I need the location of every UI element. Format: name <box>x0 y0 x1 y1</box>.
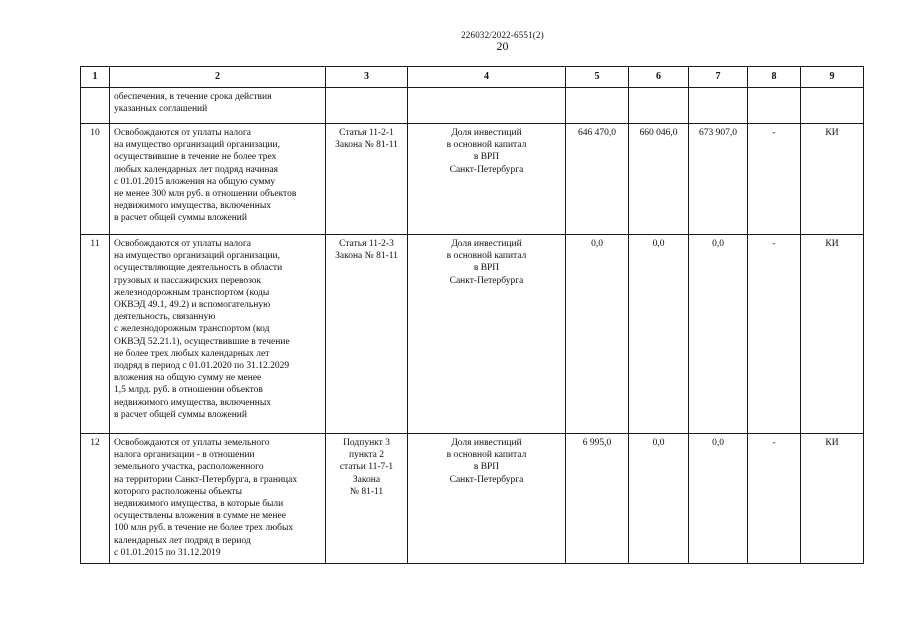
indicator-line: Доля инвестиций <box>451 239 522 249</box>
value-col5-cell: 646 470,0 <box>566 124 629 235</box>
value-col6-cell: 0,0 <box>629 434 689 564</box>
row-number-cell: 12 <box>81 434 110 564</box>
indicator-cell <box>408 235 566 434</box>
column-header: 3 <box>326 67 408 88</box>
description-line: с 01.01.2015 по 31.12.2019 <box>114 547 221 558</box>
empty-cell <box>566 88 629 124</box>
column-header: 9 <box>801 67 864 88</box>
description-line: на имущество организаций организации, <box>114 140 280 151</box>
empty-cell <box>408 88 566 124</box>
description-cell <box>110 434 326 564</box>
description-line: не менее 300 млн руб. в отношении объектов <box>114 189 297 200</box>
description-line: Освобождаются от уплаты налога <box>114 239 252 249</box>
description-line: ОКВЭД 49.1, 49.2) и вспомогательную <box>114 300 271 311</box>
description-line: недвижимого имущества, включенных <box>114 397 271 408</box>
value-col7-cell: 0,0 <box>689 235 748 434</box>
empty-cell <box>326 88 408 124</box>
description-line: подряд в период с 01.01.2020 по 31.12.2029 <box>114 361 290 372</box>
description-cell <box>110 88 326 124</box>
description-line: 1,5 млрд. руб. в отношении объектов <box>114 385 263 396</box>
description-line: с железнодорожным транспортом (код <box>114 324 270 335</box>
description-line: земельного участка, расположенного <box>114 462 264 473</box>
value-col9-cell: КИ <box>801 235 864 434</box>
value-col5-cell: 0,0 <box>566 235 629 434</box>
description-line: календарных лет подряд в период <box>114 535 251 546</box>
value-col8-cell: - <box>748 124 801 235</box>
indicator-cell <box>408 124 566 235</box>
description-line: железнодорожным транспортом (коды <box>114 287 270 298</box>
empty-cell <box>629 88 689 124</box>
description-line: которого расположены объекты <box>114 486 242 497</box>
description-line: в расчет общей суммы вложений <box>114 409 247 420</box>
law-reference-cell <box>326 124 408 235</box>
law-reference-line: № 81-11 <box>349 486 384 497</box>
description-line: недвижимого имущества, в которые были <box>114 499 284 510</box>
value-col7-cell: 673 907,0 <box>689 124 748 235</box>
header-row <box>81 67 864 88</box>
description-line: осуществляющие деятельность в области <box>114 263 283 274</box>
indicator-cell <box>408 434 566 564</box>
description-line: осуществлены вложения в сумме не менее <box>114 511 286 522</box>
empty-cell <box>689 88 748 124</box>
data-table <box>80 66 864 564</box>
indicator-line: Доля инвестиций <box>451 438 522 448</box>
description-line: недвижимого имущества, включенных <box>114 201 271 212</box>
column-header: 4 <box>408 67 566 88</box>
empty-cell <box>748 88 801 124</box>
indicator-line: в ВРП <box>473 462 500 473</box>
row-number-cell: 10 <box>81 124 110 235</box>
description-line: обеспечения, в течение срока действия <box>114 92 272 102</box>
description-line: не более трех любых календарных лет <box>114 348 270 359</box>
column-header: 6 <box>629 67 689 88</box>
value-col9-cell: КИ <box>801 124 864 235</box>
description-cell <box>110 124 326 235</box>
column-header: 1 <box>81 67 110 88</box>
description-line: с 01.01.2015 вложения на общую сумму <box>114 176 276 187</box>
indicator-line: в ВРП <box>473 263 500 274</box>
indicator-line: Санкт-Петербурга <box>449 474 524 485</box>
description-line: налога организации - в отношении <box>114 450 255 461</box>
description-cell <box>110 235 326 434</box>
value-col8-cell: - <box>748 235 801 434</box>
row-number-cell: 11 <box>81 235 110 434</box>
description-line: осуществившие в течение не более трех <box>114 152 277 163</box>
description-line: Освобождаются от уплаты земельного <box>114 438 270 448</box>
indicator-line: Санкт-Петербурга <box>449 275 524 286</box>
law-reference-line: статьи 11-7-1 <box>339 462 394 473</box>
table-row <box>81 434 864 564</box>
description-line: в расчет общей суммы вложений <box>114 213 247 224</box>
value-col8-cell: - <box>748 434 801 564</box>
indicator-line: Санкт-Петербурга <box>449 164 524 175</box>
indicator-line: Доля инвестиций <box>451 128 522 138</box>
value-col6-cell: 0,0 <box>629 235 689 434</box>
description-line: на территории Санкт-Петербурга, в границах <box>114 474 298 485</box>
description-line: любых календарных лет подряд начиная <box>114 164 279 175</box>
law-reference-line: Закона № 81-11 <box>335 251 398 262</box>
page-number: 20 <box>496 39 509 53</box>
column-header: 7 <box>689 67 748 88</box>
law-reference-line: Подпункт 3 <box>343 438 390 448</box>
description-line: Освобождаются от уплаты налога <box>114 128 252 138</box>
description-line: указанных соглашений <box>114 104 208 115</box>
indicator-line: в ВРП <box>473 152 500 163</box>
law-reference-line: Статья 11-2-3 <box>339 239 394 249</box>
table-row <box>81 124 864 235</box>
row-number-cell <box>81 88 110 124</box>
description-line: вложения на общую сумму не менее <box>114 373 262 384</box>
description-line: ОКВЭД 52.21.1), осуществившие в течение <box>114 336 290 347</box>
column-header: 2 <box>110 67 326 88</box>
law-reference-cell <box>326 235 408 434</box>
description-line: грузовых и пассажирских перевозок <box>114 275 262 286</box>
column-header: 5 <box>566 67 629 88</box>
law-reference-line: Закона <box>352 474 381 485</box>
description-line: на имущество организаций организации, <box>114 251 280 262</box>
indicator-line: в основной капитал <box>446 450 527 461</box>
law-reference-line: пункта 2 <box>348 450 385 461</box>
indicator-line: в основной капитал <box>446 251 527 262</box>
law-reference-line: Закона № 81-11 <box>335 140 398 151</box>
table-row <box>81 235 864 434</box>
law-reference-cell <box>326 434 408 564</box>
document-id: 226032/2022-6551(2) <box>461 30 544 40</box>
value-col7-cell: 0,0 <box>689 434 748 564</box>
empty-cell <box>801 88 864 124</box>
law-reference-line: Статья 11-2-1 <box>339 128 394 138</box>
continuation-row <box>81 88 864 124</box>
indicator-line: в основной капитал <box>446 140 527 151</box>
description-line: 100 млн руб. в течение не более трех любых <box>114 523 294 534</box>
description-line: деятельность, связанную <box>114 312 216 323</box>
value-col5-cell: 6 995,0 <box>566 434 629 564</box>
column-header: 8 <box>748 67 801 88</box>
value-col6-cell: 660 046,0 <box>629 124 689 235</box>
value-col9-cell: КИ <box>801 434 864 564</box>
